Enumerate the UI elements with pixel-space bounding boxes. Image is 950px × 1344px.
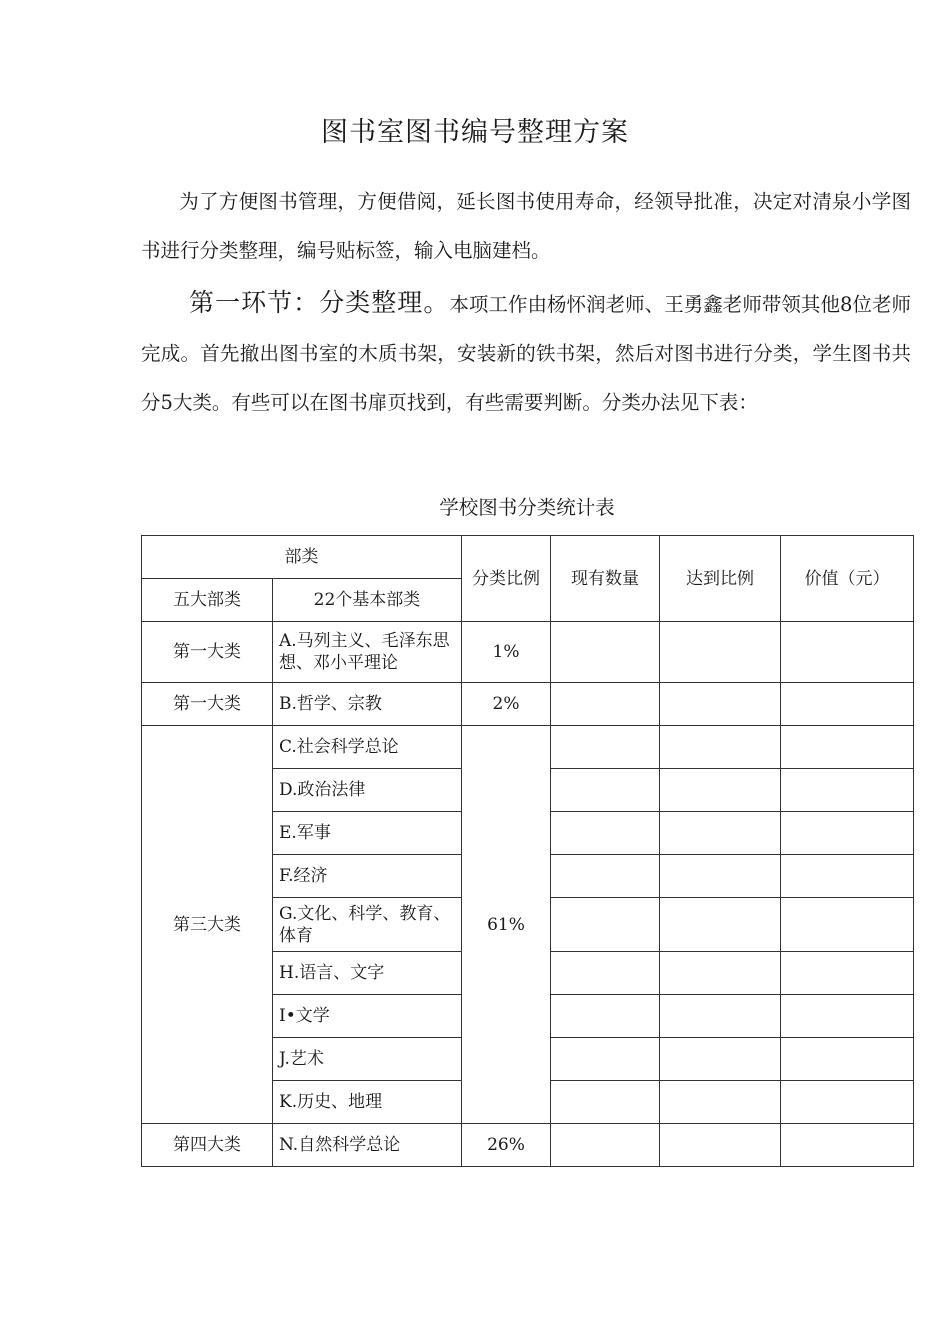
major-cell: 第一大类 bbox=[142, 622, 273, 683]
sub-cell: H.语言、文字 bbox=[273, 952, 462, 995]
sub-cell: A.马列主义、毛泽东思想、邓小平理论 bbox=[273, 622, 462, 683]
sub-cell: N.自然科学总论 bbox=[273, 1124, 462, 1167]
achieved-cell bbox=[660, 1124, 781, 1167]
achieved-cell bbox=[660, 1081, 781, 1124]
header-value: 价值（元） bbox=[781, 536, 914, 622]
value-cell bbox=[781, 1038, 914, 1081]
achieved-cell bbox=[660, 952, 781, 995]
value-cell bbox=[781, 952, 914, 995]
value-cell bbox=[781, 726, 914, 769]
achieved-cell bbox=[660, 812, 781, 855]
achieved-cell bbox=[660, 995, 781, 1038]
count-cell bbox=[551, 622, 660, 683]
value-cell bbox=[781, 622, 914, 683]
table-row bbox=[142, 726, 914, 769]
count-cell bbox=[551, 995, 660, 1038]
achieved-cell bbox=[660, 855, 781, 898]
document-title: 图书室图书编号整理方案 bbox=[321, 117, 629, 148]
ratio-cell: 26% bbox=[462, 1124, 551, 1167]
achieved-cell bbox=[660, 683, 781, 726]
count-cell bbox=[551, 683, 660, 726]
header-achieved: 达到比例 bbox=[660, 536, 781, 622]
achieved-cell bbox=[660, 1038, 781, 1081]
table-row bbox=[142, 1124, 914, 1167]
table-row bbox=[142, 622, 914, 683]
header-row bbox=[142, 536, 914, 579]
sub-cell: D.政治法律 bbox=[273, 769, 462, 812]
count-cell bbox=[551, 855, 660, 898]
major-cell: 第三大类 bbox=[142, 726, 273, 1124]
header-basic22: 22个基本部类 bbox=[273, 579, 462, 622]
intro-text: 为了方便图书管理，方便借阅，延长图书使用寿命，经领导批准，决定对清泉小学图书进行分类整理，编号贴标签，输入电脑建档。 bbox=[141, 190, 911, 262]
sub-cell: F.经济 bbox=[273, 855, 462, 898]
count-cell bbox=[551, 1081, 660, 1124]
value-cell bbox=[781, 1081, 914, 1124]
header-ratio: 分类比例 bbox=[462, 536, 551, 622]
value-cell bbox=[781, 898, 914, 952]
section1-body: 本项工作由杨怀润老师、王勇鑫老师带领其他8位老师完成。首先撤出图书室的木质书架，安装新的铁书架，然后对图书进行分类，学生图书共分5大类。有些可以在图书扉页找到，有些需要判断。分类办法见下表： bbox=[141, 293, 911, 414]
table-title: 学校图书分类统计表 bbox=[439, 496, 615, 519]
count-cell bbox=[551, 726, 660, 769]
major-cell: 第四大类 bbox=[142, 1124, 273, 1167]
major-cell: 第一大类 bbox=[142, 683, 273, 726]
count-cell bbox=[551, 1124, 660, 1167]
value-cell bbox=[781, 812, 914, 855]
ratio-cell: 1% bbox=[462, 622, 551, 683]
section1-heading: 第一环节：分类整理。 bbox=[189, 288, 450, 317]
count-cell bbox=[551, 812, 660, 855]
section1-paragraph bbox=[141, 278, 911, 427]
sub-cell: B.哲学、宗教 bbox=[273, 683, 462, 726]
classification-table bbox=[141, 535, 914, 1167]
count-cell bbox=[551, 952, 660, 995]
value-cell bbox=[781, 1124, 914, 1167]
value-cell bbox=[781, 995, 914, 1038]
header-five-major: 五大部类 bbox=[142, 579, 273, 622]
achieved-cell bbox=[660, 622, 781, 683]
achieved-cell bbox=[660, 769, 781, 812]
achieved-cell bbox=[660, 726, 781, 769]
value-cell bbox=[781, 683, 914, 726]
sub-cell: J.艺术 bbox=[273, 1038, 462, 1081]
table-row bbox=[142, 683, 914, 726]
sub-cell: E.军事 bbox=[273, 812, 462, 855]
header-count: 现有数量 bbox=[551, 536, 660, 622]
achieved-cell bbox=[660, 898, 781, 952]
sub-cell: K.历史、地理 bbox=[273, 1081, 462, 1124]
count-cell bbox=[551, 898, 660, 952]
sub-cell: G.文化、科学、教育、体育 bbox=[273, 898, 462, 952]
sub-cell: I•文学 bbox=[273, 995, 462, 1038]
intro-paragraph bbox=[141, 177, 911, 275]
count-cell bbox=[551, 769, 660, 812]
count-cell bbox=[551, 1038, 660, 1081]
ratio-cell: 61% bbox=[462, 726, 551, 1124]
sub-cell: C.社会科学总论 bbox=[273, 726, 462, 769]
header-category: 部类 bbox=[142, 536, 462, 579]
value-cell bbox=[781, 769, 914, 812]
value-cell bbox=[781, 855, 914, 898]
ratio-cell: 2% bbox=[462, 683, 551, 726]
